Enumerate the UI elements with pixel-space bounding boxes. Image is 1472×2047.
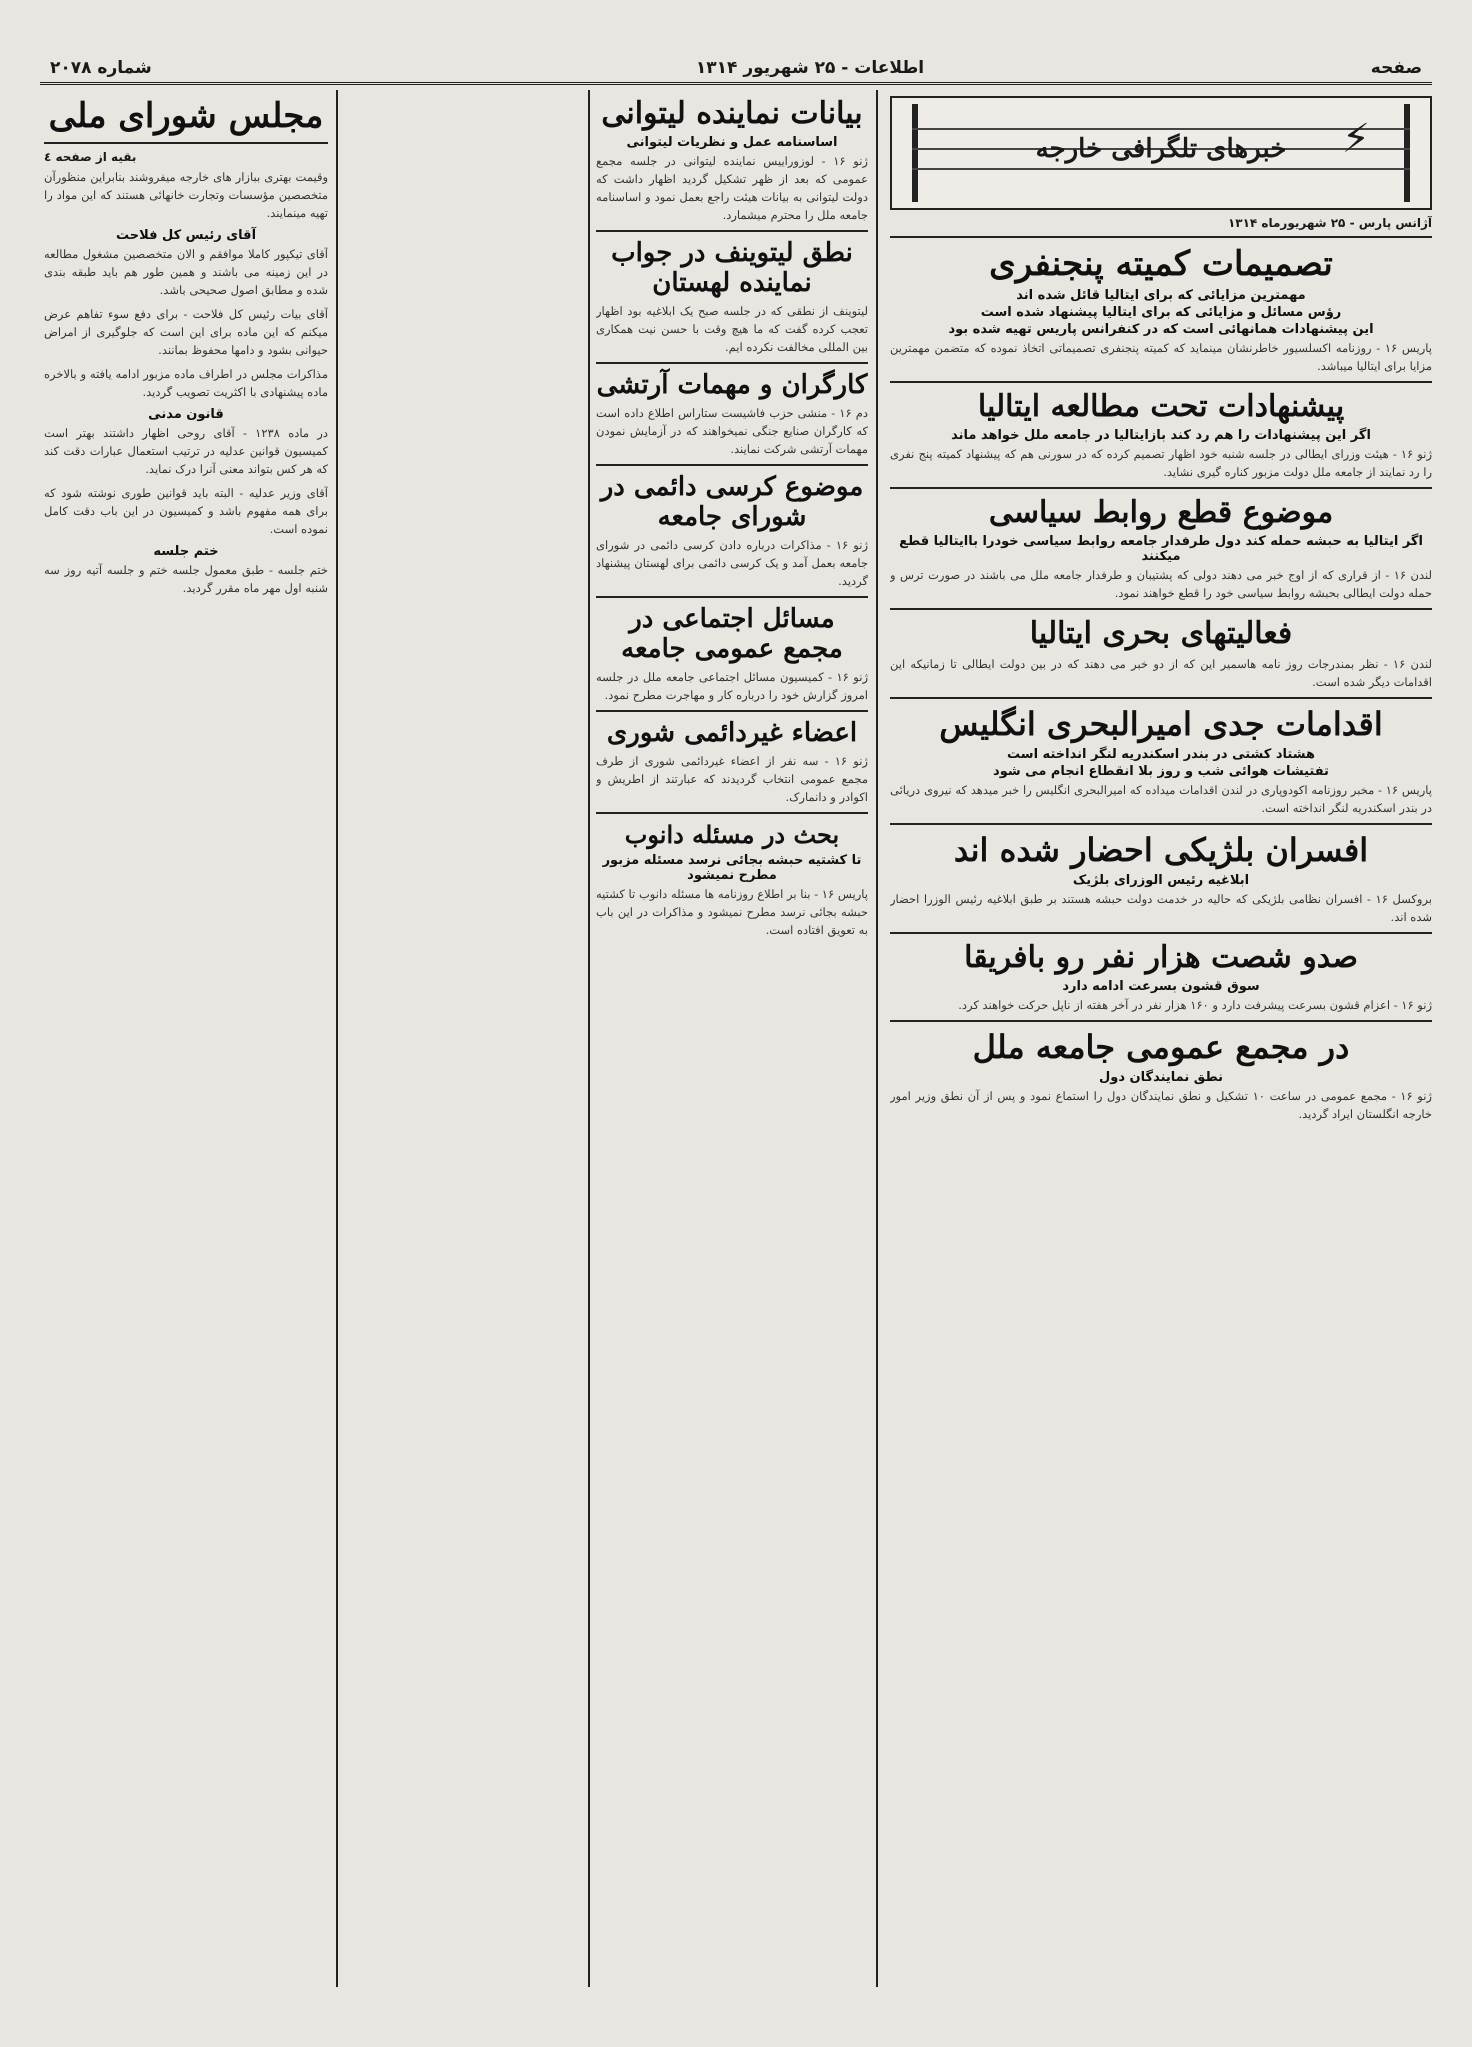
- divider: [596, 464, 868, 466]
- page-label: صفحه: [1370, 58, 1422, 78]
- article-paragraph: ژنو ۱۶ - کمیسیون مسائل اجتماعی جامعه ملل در جلسه امروز گزارش خود را درباره کار و مهاجرت مطرح نمود.: [596, 670, 868, 702]
- headline: بیانات نماینده لیتوانی: [601, 96, 863, 131]
- telegraph-banner: [890, 96, 1432, 210]
- column-left: [44, 92, 328, 1987]
- article-paragraph: آقای وزیر عدلیه - البته باید قوانین طوری نوشته شود که برای همه مفهوم باشد و کمیسیون در این باب دقت کامل نموده است.: [44, 486, 328, 536]
- subheadline: رؤس مسائل و مزایائی که برای ایتالیا پیشنهاد شده است: [980, 305, 1342, 320]
- column-middle: [596, 92, 868, 1987]
- divider: [596, 230, 868, 232]
- subheadline: تفتیشات هوائی شب و روز بلا انقطاع انجام می شود: [993, 764, 1329, 779]
- divider: [890, 608, 1432, 610]
- session-close: ختم جلسه: [153, 544, 219, 559]
- article-paragraph: پاریس ۱۶ - روزنامه اکسلسیور خاطرنشان مینماید که کمیته پنجنفری تصمیماتی اتخاذ نموده که متضمن مهمترین مزایا برای ایتالیا میباشد.: [890, 341, 1432, 373]
- article-paragraph: ژنو ۱۶ - مجمع عمومی در ساعت ۱۰ تشکیل و نطق نمایندگان دول را استماع نمود و پس از آن نطق وزیر امور خارجه انگلستان ایراد گردید.: [890, 1089, 1432, 1121]
- divider: [596, 596, 868, 598]
- agency-line: آژانس پارس - ۲۵ شهریورماه ۱۳۱۴: [1227, 216, 1432, 230]
- article-paragraph: پاریس ۱۶ - مخبر روزنامه اکودوپاری در لندن اقدامات میداده که امیرالبحری انگلیس را خبر میدهد که نیروی دریائی در بندر اسکندریه لنگر انداخته است.: [890, 783, 1432, 815]
- headline: کارگران و مهمات آرتشی: [596, 370, 868, 400]
- date-line: اطلاعات - ۲۵ شهریور ۱۳۱۴: [695, 58, 925, 78]
- article-paragraph: ژنو ۱۶ - سه نفر از اعضاء غیردائمی شوری از طرف مجمع عمومی انتخاب گردیدند که عبارتند از اطریش و اکوادر و دانمارک.: [596, 754, 868, 804]
- headline: تصمیمات کمیته پنجنفری: [989, 244, 1333, 284]
- article-paragraph: آقای بیات رئیس کل فلاحت - برای دفع سوء تفاهم عرض میکنم که این ماده برای این است که جلوگیری از امراض حیوانی بشود و دامها محفوظ بمانند.: [44, 307, 328, 357]
- headline: اقدامات جدی امیرالبحری انگلیس: [939, 705, 1383, 743]
- subheadline: هشتاد کشتی در بندر اسکندریه لنگر انداخته است: [1007, 747, 1315, 762]
- article-paragraph: ژنو ۱۶ - مذاکرات درباره دادن کرسی دائمی در شورای جامعه بعمل آمد و یک کرسی دائمی برای لهستان پیشنهاد گردید.: [596, 538, 868, 588]
- headline: مسائل اجتماعی در مجمع عمومی جامعه: [621, 604, 843, 664]
- article-paragraph: پاریس ۱۶ - بنا بر اطلاع روزنامه ها مسئله دانوب تا کشتیه حبشه بجائی نرسد مطرح نمیشود و مذاکرات در این باب به تعویق افتاده است.: [596, 887, 868, 937]
- subheadline: اساسنامه عمل و نظریات لیتوانی: [626, 135, 838, 150]
- divider: [890, 487, 1432, 489]
- headline: فعالیتهای بحری ایتالیا: [1029, 616, 1293, 651]
- divider: [596, 710, 868, 712]
- headline: موضوع کرسی دائمی در شورای جامعه: [600, 472, 864, 532]
- divider: [890, 932, 1432, 934]
- headline: صدو شصت هزار نفر رو بافریقا: [964, 940, 1358, 975]
- divider: [890, 823, 1432, 825]
- masthead: [40, 52, 1432, 85]
- subheadline: مهمترین مزایائی که برای ایتالیا قائل شده اند: [1016, 288, 1306, 303]
- column-rule: [876, 90, 878, 1987]
- article-paragraph: مذاکرات مجلس در اطراف ماده مزبور ادامه یافته و بالاخره ماده پیشنهادی با اکثریت تصویب گردید.: [44, 367, 328, 399]
- wire-line: [912, 168, 1410, 170]
- subheadline: اگر این پیشنهادات را هم رد کند بازایتالیا در جامعه ملل خواهد ماند: [951, 428, 1371, 443]
- headline: در مجمع عمومی جامعه ملل: [972, 1028, 1350, 1066]
- telegraph-pole-icon: [912, 104, 918, 202]
- divider: [44, 142, 328, 144]
- divider: [596, 362, 868, 364]
- column-rule: [336, 90, 338, 1987]
- divider: [890, 1020, 1432, 1022]
- section-title: خبرهای تلگرافی خارجه: [1035, 134, 1287, 164]
- headline: افسران بلژیکی احضار شده اند: [953, 831, 1369, 869]
- subheadline: اگر ایتالیا به حبشه حمله کند دول طرفدار جامعه روابط سیاسی خودرا باایتالیا قطع میکنند: [899, 534, 1423, 564]
- headline: اعضاء غیردائمی شوری: [606, 718, 858, 748]
- subheadline: ابلاغیه رئیس الوزرای بلژیک: [1072, 873, 1250, 888]
- headline: مجلس شورای ملی: [48, 96, 324, 136]
- article-paragraph: ختم جلسه - طبق معمول جلسه ختم و جلسه آتیه روز سه شنبه اول مهر ماه مقرر گردید.: [44, 563, 328, 595]
- article-paragraph: لندن ۱۶ - نظر بمندرجات روز نامه هاسمیر این که از دو خبر می دهند که در بین دولت ایطالی تا زمانیکه این اقدامات دیگر شده است.: [890, 657, 1432, 689]
- divider: [596, 812, 868, 814]
- article-paragraph: لندن ۱۶ - از قراری که از اوج خبر می دهند دولی که پشتیبان و طرفدار جامعه ملل می باشند در صورت ترس و حمله دولت ایطالی بحبشه روابط سیاسی خود را قطع خواهند نمود.: [890, 568, 1432, 600]
- subheadline: قانون مدنی: [148, 407, 224, 422]
- divider: [890, 381, 1432, 383]
- subheadline: سوق قشون بسرعت ادامه دارد: [1062, 979, 1260, 994]
- subheadline: نطق نمایندگان دول: [1098, 1070, 1224, 1085]
- column-right: [890, 92, 1432, 1987]
- article-paragraph: وقیمت بهتری ببازار های خارجه میفروشند بنابراین منظورآن متخصصین مؤسسات وتجارت خانهائی هستند که این مواد را تهیه مینمایند.: [44, 170, 328, 220]
- headline: بحث در مسئله دانوب: [624, 820, 840, 849]
- subheadline: این پیشنهادات همانهائی است که در کنفرانس پاریس تهیه شده بود: [948, 322, 1374, 337]
- headline: موضوع قطع روابط سیاسی: [988, 495, 1334, 530]
- lightning-icon: ⚡: [1341, 116, 1370, 162]
- headline: نطق لیتوینف در جواب نماینده لهستان: [611, 238, 853, 298]
- article-paragraph: بروکسل ۱۶ - افسران نظامی بلژیکی که حالیه در خدمت دولت حبشه هستند بر طبق ابلاغیه رئیس الوزرا احضار شده اند.: [890, 892, 1432, 924]
- article-paragraph: دم ۱۶ - منشی حزب فاشیست ستاراس اطلاع داده است که کارگران صنایع جنگی نمیخواهند که در آزمایش نمودن مهمات آرتشی شرکت نمایند.: [596, 406, 868, 456]
- article-paragraph: ژنو ۱۶ - اعزام قشون بسرعت پیشرفت دارد و ۱۶۰ هزار نفر در آخر هفته از ناپل حرکت خواهند کرد.: [958, 998, 1432, 1012]
- issue-number: شماره ۲۰۷۸: [50, 58, 152, 78]
- column-rule: [588, 90, 590, 1987]
- divider: [890, 697, 1432, 699]
- article-paragraph: لیتوینف از نطقی که در جلسه صبح یک ابلاغیه بود اظهار تعجب کرده گفت که ما هیچ وقت با حسن نیت همکاری بین المللی مخالفت نکرده ایم.: [596, 304, 868, 354]
- continuation-note: بقیه از صفحه ٤: [44, 150, 137, 164]
- article-paragraph: ژنو ۱۶ - لوزوراییس نماینده لیتوانی در جلسه مجمع عمومی که بعد از ظهر تشکیل گردید اظهار داشت که دولت لیتوانی به بیانات هیئت راجع بعمل نمود و اساسنامه جامعه ملل را محترم میشمارد.: [596, 154, 868, 222]
- telegraph-pole-icon: [1404, 104, 1410, 202]
- article-paragraph: در ماده ۱۲۳۸ - آقای روحی اظهار داشتند بهتر است کمیسیون قوانین عدلیه در ترتیب استعمال عبارات دقت کند که هر کس بتواند معنی آنرا درک نماید.: [44, 426, 328, 476]
- article-paragraph: آقای تیکپور کاملا موافقم و الان متخصصین مشغول مطالعه در این زمینه می باشند و همین طور هم باید طبقه بندی شده و مطابق اصول صحیحی باشد.: [44, 247, 328, 297]
- article-paragraph: ژنو ۱۶ - هیئت وزرای ایطالی در جلسه شنبه خود اظهار تصمیم کرده که در سورنی هم که پیشنهاد کمیته پنج نفری را رد نمایند از جامعه ملل دولت مزبور کناره گیری نشاید.: [890, 447, 1432, 479]
- headline: پیشنهادات تحت مطالعه ایتالیا: [977, 389, 1345, 424]
- subheadline: تا کشتیه حبشه بجائی نرسد مسئله مزبور مطرح نمیشود: [602, 853, 862, 883]
- subheadline: آقای رئیس کل فلاحت: [115, 228, 257, 243]
- wire-line: [912, 128, 1410, 130]
- divider: [890, 236, 1432, 238]
